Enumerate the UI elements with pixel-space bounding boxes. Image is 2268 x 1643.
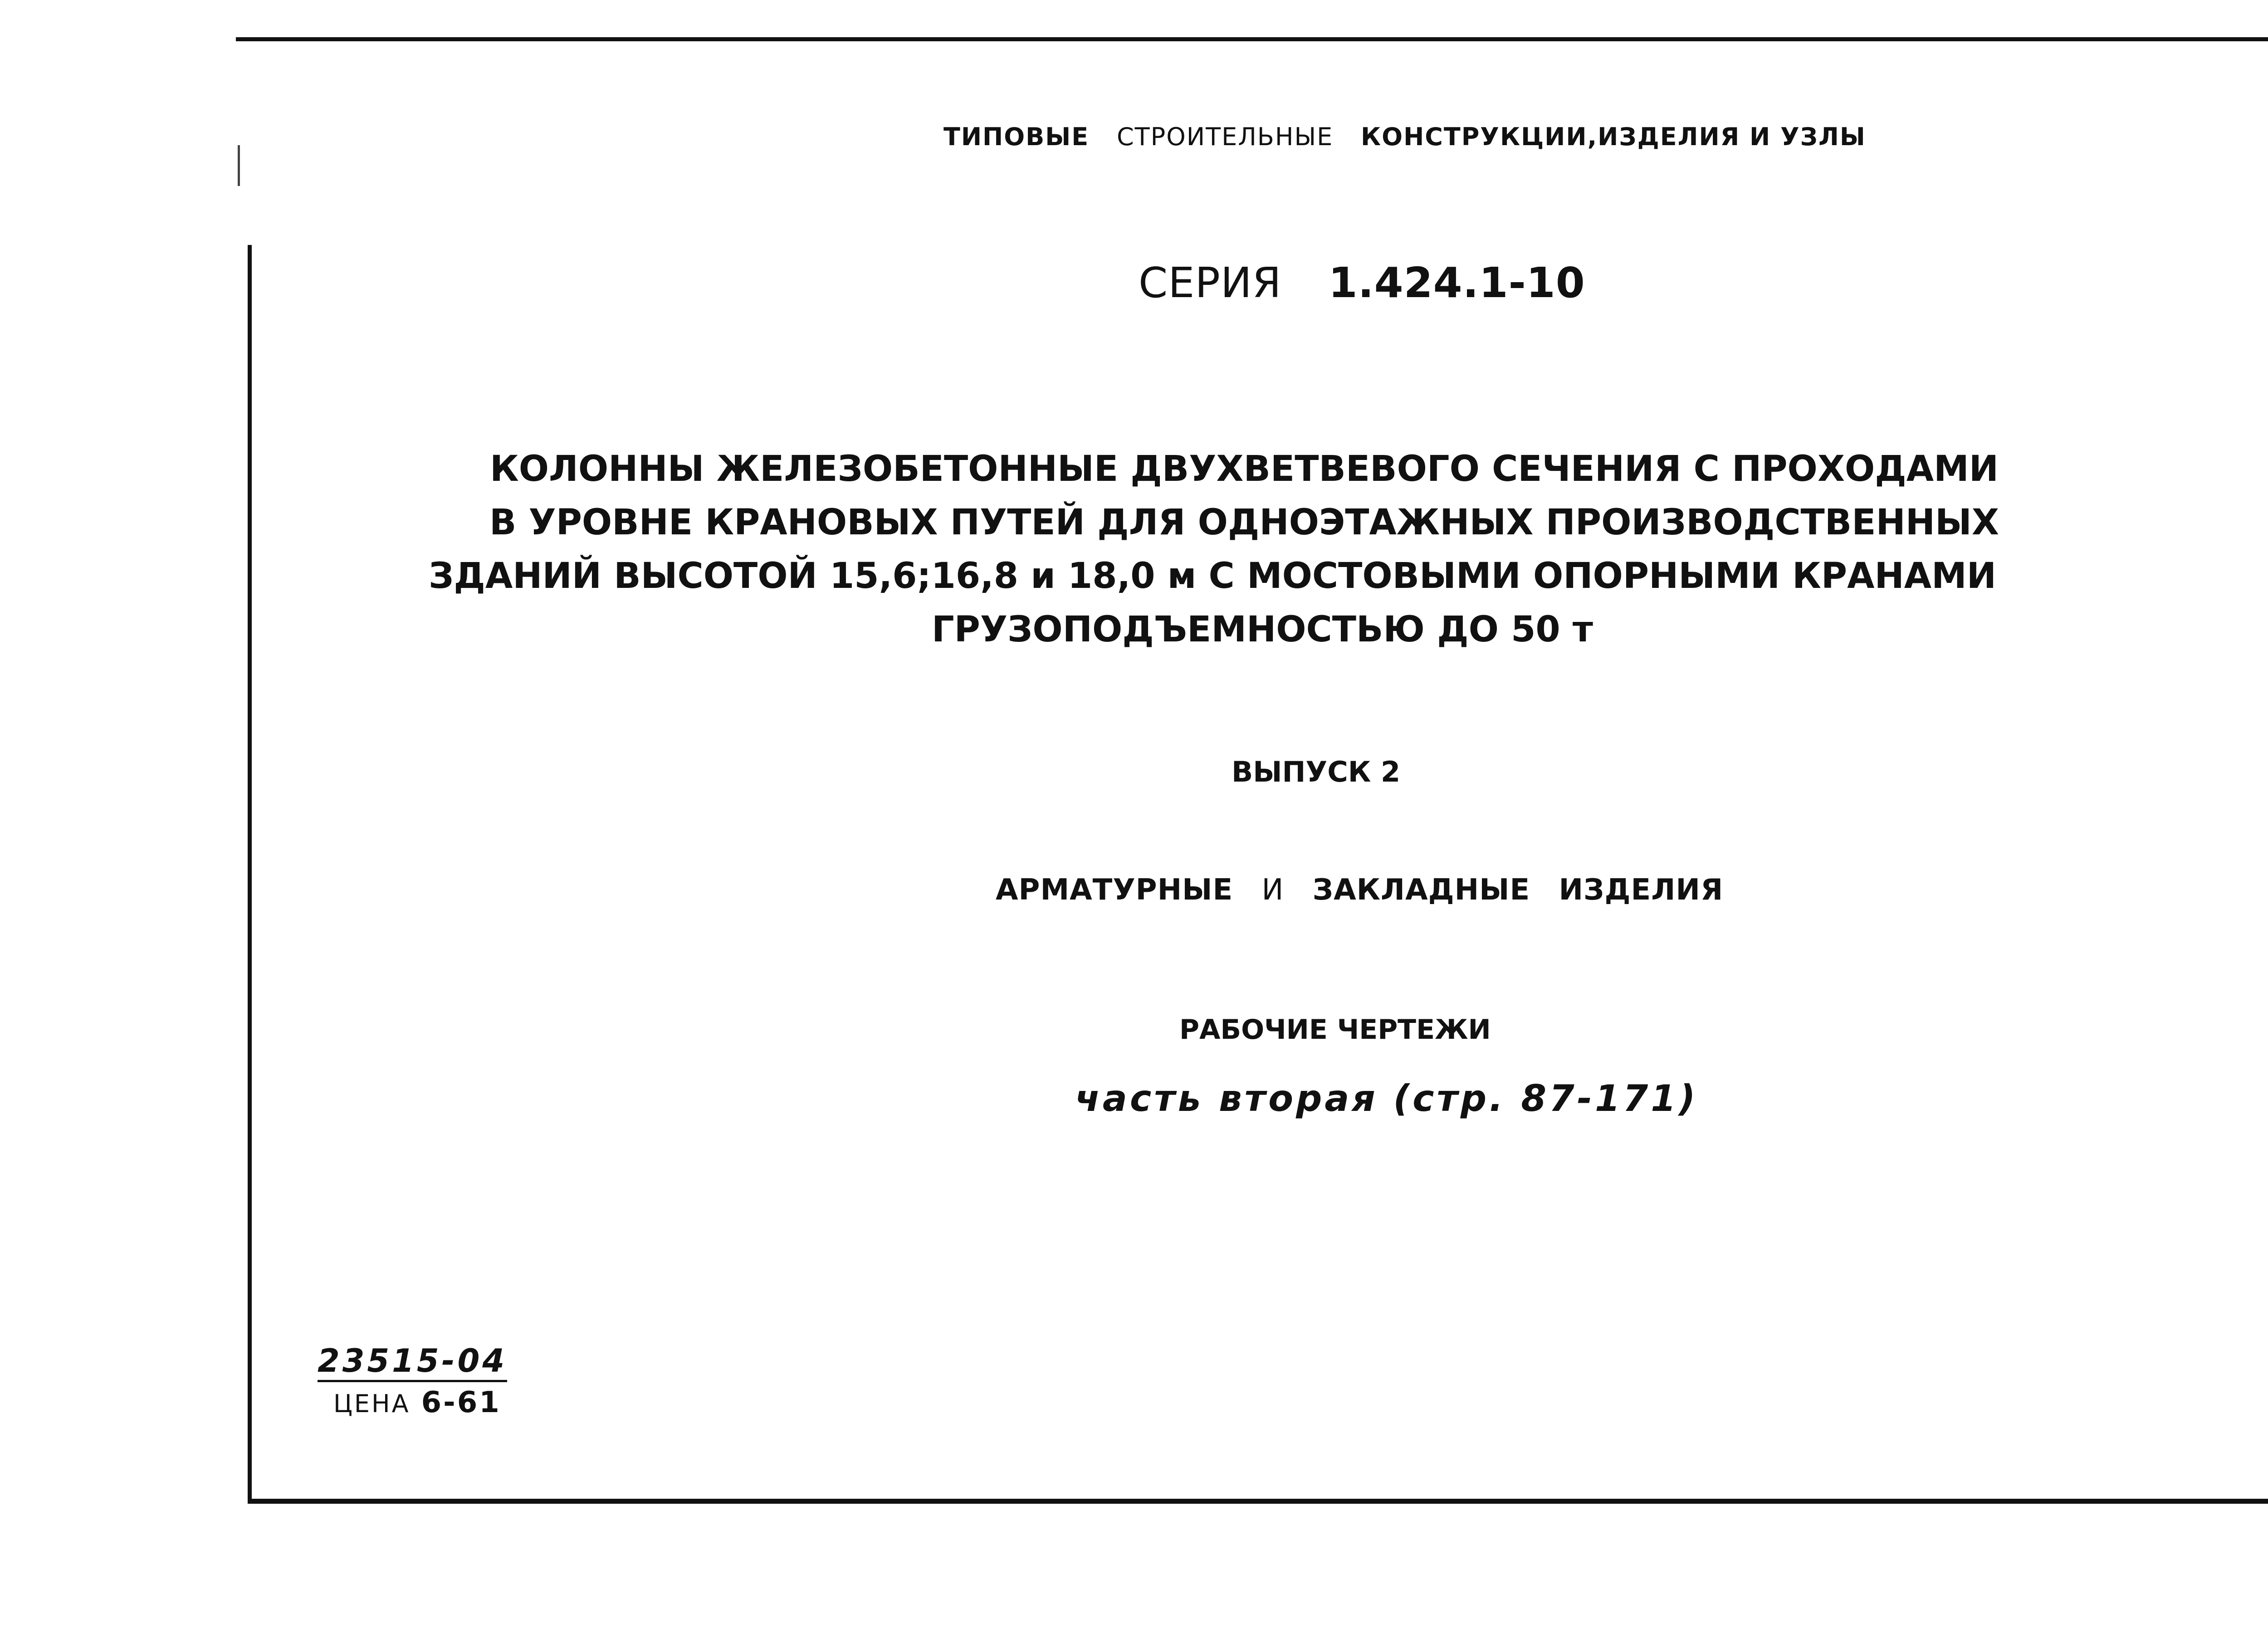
header-word-typical: ТИПОВЫЕ xyxy=(943,122,1090,151)
stamp-code: 23515-04 xyxy=(318,1343,507,1382)
frame-top-border xyxy=(236,37,2268,41)
title-line-1: КОЛОННЫ ЖЕЛЕЗОБЕТОННЫЕ ДВУХВЕТВЕВОГО СЕЧЕНИЯ С ПРОХОДАМИ xyxy=(489,449,1999,489)
header-word-structures: КОНСТРУКЦИИ,ИЗДЕЛИЯ И УЗЛЫ xyxy=(1361,122,1866,151)
frame-bottom-border xyxy=(249,1499,2268,1504)
series-number: 1.424.1-10 xyxy=(1328,259,1585,307)
price-value: 6-61 xyxy=(421,1386,501,1419)
title-line-2: В УРОВНЕ КРАНОВЫХ ПУТЕЙ ДЛЯ ОДНОЭТАЖНЫХ ПРОИЗВОДСТВЕННЫХ xyxy=(489,502,1999,543)
subject-word-3: ЗАКЛАДНЫЕ xyxy=(1312,873,1530,907)
frame-left-border xyxy=(248,245,252,1504)
price-label: ЦЕНА xyxy=(333,1389,411,1418)
subject-word-2: И xyxy=(1261,873,1284,907)
subject-word-4: ИЗДЕЛИЯ xyxy=(1559,873,1724,907)
header-category xyxy=(943,122,1884,151)
issue-number: ВЫПУСК 2 xyxy=(1232,755,1401,788)
series-heading xyxy=(1139,259,1617,307)
title-line-4: ГРУЗОПОДЪЕМНОСТЬЮ ДО 50 т xyxy=(931,609,1593,650)
subject-heading xyxy=(996,873,1741,907)
subject-word-1: АРМАТУРНЫЕ xyxy=(996,873,1233,907)
stamp-price xyxy=(333,1386,501,1419)
series-label: СЕРИЯ xyxy=(1139,259,1282,307)
title-line-3: ЗДАНИЙ ВЫСОТОЙ 15,6;16,8 и 18,0 м С МОСТОВЫМИ ОПОРНЫМИ КРАНАМИ xyxy=(428,556,1997,597)
frame-left-mark xyxy=(238,145,240,186)
header-word-construction: СТРОИТЕЛЬНЫЕ xyxy=(1116,122,1334,151)
document-title xyxy=(0,442,2268,656)
doc-type: РАБОЧИЕ ЧЕРТЕЖИ xyxy=(1179,1014,1491,1046)
part-label: часть вторая (стр. 87-171) xyxy=(1075,1077,1698,1120)
